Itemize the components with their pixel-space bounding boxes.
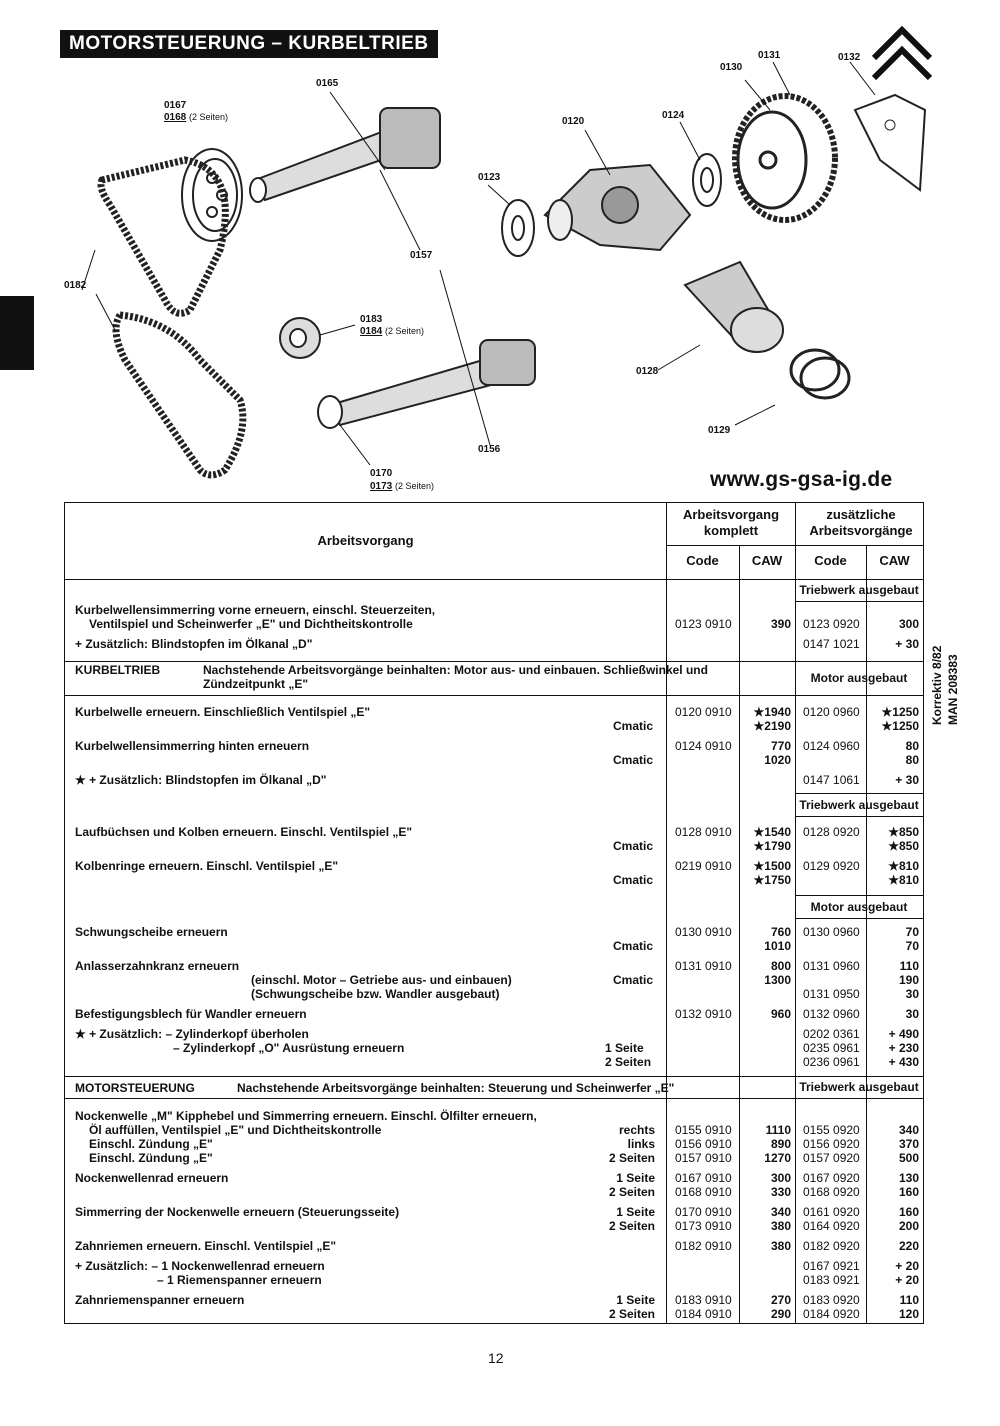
part-label-0165: 0165 [316,78,339,89]
section-motorsteuerung-heading: MOTORSTEUERUNG [75,1081,195,1095]
camshaft-upper [250,108,440,202]
row-10-text-2: – Zylinderkopf „O" Ausrüstung erneuern [173,1041,405,1055]
row-13-code-2a: 0161 0920 [803,1205,860,1219]
row-7-code: 0130 0910 [675,925,732,939]
row-15-code-2a: 0167 0921 [803,1259,860,1273]
row-8-code: 0131 0910 [675,959,732,973]
row-7-caw-a: 760 [770,925,791,939]
row-12-code-a: 0167 0910 [675,1171,732,1185]
row-10-code-2b: 0235 0961 [803,1041,860,1055]
row-10-caw-2c: + 430 [888,1055,919,1069]
row-16-side-b: 2 Seiten [608,1307,655,1321]
row-9-caw: 960 [770,1007,791,1021]
row-4-caw-2: + 30 [895,773,919,787]
row-11-caw-c: 1270 [764,1151,791,1165]
row-10-caw-2a: + 490 [888,1027,919,1041]
part-label-0120: 0120 [562,116,585,127]
operations-table [64,502,924,1324]
part-label-0132: 0132 [838,52,861,63]
row-9-code: 0132 0910 [675,1007,732,1021]
row-16-caw-2b: 120 [898,1307,919,1321]
row-12-caw-a: 300 [770,1171,791,1185]
row-12-code-2b: 0168 0920 [803,1185,860,1199]
header-additional: zusätzliche Arbeitsvorgänge [809,507,913,538]
part-label-0156: 0156 [478,444,501,455]
row-6-caw-2b: ★810 [888,873,919,887]
row-11-text-2: Öl auffüllen, Ventilspiel „E" und Dichtheitskontrolle [89,1123,382,1137]
part-label-0173-row [370,481,434,492]
row-5-text: Laufbüchsen und Kolben erneuern. Einschl. Ventilspiel „E" [75,825,413,839]
row-8-code-2c: 0131 0950 [803,987,860,1001]
row-11-code-b: 0156 0910 [675,1137,732,1151]
row-3-cmatic: Cmatic [613,753,654,767]
row-2-code: 0120 0910 [675,705,732,719]
section-motorsteuerung-text: Nachstehende Arbeitsvorgänge beinhalten: Steuerung und Scheinwerfer „E" [237,1081,675,1095]
row-11-caw-a: 1110 [765,1123,791,1137]
row-12-caw-2a: 130 [898,1171,919,1185]
row-5-code: 0128 0910 [675,825,732,839]
row-5-code-2: 0128 0920 [803,825,860,839]
row-6-code: 0219 0910 [675,859,732,873]
row-11-code-c: 0157 0910 [675,1151,732,1165]
row-8-caw-b: 1300 [764,973,791,987]
row-10-side-a: 1 Seite [605,1041,644,1055]
part-label-0167: 0167 [164,100,187,111]
section-kurbeltrieb-heading: KURBELTRIEB [75,663,161,677]
box-motor-1: Motor ausgebaut [810,671,908,685]
chevron-logo-icon [874,30,930,78]
row-2-code-2: 0120 0960 [803,705,860,719]
part-label-0184-note: (2 Seiten) [385,326,425,336]
row-3-code-2: 0124 0960 [803,739,860,753]
row-10-code-2a: 0202 0361 [803,1027,860,1041]
row-11-side-c: 2 Seiten [608,1151,655,1165]
parts-illustration [0,0,1000,500]
row-16-code-b: 0184 0910 [675,1307,732,1321]
row-1-code: 0123 0910 [675,617,732,631]
row-14-code: 0182 0910 [675,1239,732,1253]
row-14-caw-2: 220 [898,1239,919,1253]
row-15-code-2b: 0183 0921 [803,1273,860,1287]
piston-rings [791,350,849,398]
row-1-text-2: Ventilspiel und Scheinwerfer „E" und Dichtheitskontrolle [89,617,413,631]
row-16-side-a: 1 Seite [616,1293,655,1307]
section-kurbeltrieb-text-2: Zündzeitpunkt „E" [203,677,309,691]
row-1-caw-2: 300 [898,617,919,631]
row-6-caw-2a: ★810 [888,859,919,873]
row-11-text-1: Nockenwelle „M" Kipphebel und Simmerring erneuern. Einschl. Ölfilter erneuern, [75,1109,537,1123]
row-11-side-b: links [627,1137,655,1151]
timing-belt-lower [116,315,243,475]
row-8-caw-2a: 110 [899,959,919,973]
row-13-side-a: 1 Seite [616,1205,655,1219]
row-16-caw-2a: 110 [899,1293,919,1307]
part-label-0182: 0182 [64,280,87,291]
row-12-side-a: 1 Seite [616,1171,655,1185]
row-16-code-2b: 0184 0920 [803,1307,860,1321]
row-5-caw-2b: ★850 [888,839,919,853]
row-11-text-4: Einschl. Zündung „E" [89,1151,213,1165]
row-13-side-b: 2 Seiten [608,1219,655,1233]
row-7-caw-2b: 70 [905,939,919,953]
header-complete: Arbeitsvorgang komplett [682,507,780,538]
page-title: MOTORSTEUERUNG – KURBELTRIEB [60,30,438,58]
row-16-code-a: 0183 0910 [675,1293,732,1307]
row-10-text-1: ★ + Zusätzlich: – Zylinderkopf überholen [75,1027,309,1041]
row-11-code-2b: 0156 0920 [803,1137,860,1151]
row-16-caw-a: 270 [770,1293,791,1307]
row-11-code-a: 0155 0910 [675,1123,732,1137]
part-label-0128: 0128 [636,366,659,377]
fixing-plate [855,95,925,190]
row-2-caw-2b: ★1250 [881,719,919,733]
row-13-code-b: 0173 0910 [675,1219,732,1233]
row-13-caw-2a: 160 [898,1205,919,1219]
row-11-caw-b: 890 [770,1137,791,1151]
row-6-caw-a: ★1500 [753,859,791,873]
row-8-text: Anlasserzahnkranz erneuern [75,959,240,973]
row-5-cmatic: Cmatic [613,839,654,853]
row-8-code-2a: 0131 0960 [803,959,860,973]
row-1-code-2: 0123 0920 [803,617,860,631]
flywheel [735,96,835,220]
part-label-0184: 0184 [360,326,383,337]
row-11-caw-2c: 500 [898,1151,919,1165]
part-label-0168-row [164,112,228,123]
box-motor-2: Motor ausgebaut [810,900,908,914]
row-3-caw-b: 1020 [764,753,791,767]
row-12-code-2a: 0167 0920 [803,1171,860,1185]
side-note-line-1: Korrektiv 8/82 [930,645,944,725]
part-label-0130: 0130 [720,62,743,73]
header-caw-2: CAW [879,553,910,568]
row-13-text: Simmerring der Nockenwelle erneuern (Steuerungsseite) [75,1205,400,1219]
row-12-caw-2b: 160 [898,1185,919,1199]
row-10-side-b: 2 Seiten [605,1055,652,1069]
row-3-caw-2a: 80 [905,739,919,753]
website-url: www.gs-gsa-ig.de [710,468,893,491]
row-10-caw-2b: + 230 [888,1041,919,1055]
row-11-code-2a: 0155 0920 [803,1123,860,1137]
part-label-0170: 0170 [370,468,393,479]
row-2-cmatic: Cmatic [613,719,654,733]
page-number: 12 [488,1350,504,1366]
row-2-caw-a: ★1940 [753,705,791,719]
cylinder-liner-piston [685,262,783,352]
part-label-0157: 0157 [410,250,433,261]
part-label-0183: 0183 [360,314,383,325]
part-label-0129: 0129 [708,425,731,436]
row-5-caw-a: ★1540 [753,825,791,839]
row-9-text: Befestigungsblech für Wandler erneuern [75,1007,307,1021]
row-1b-code-2: 0147 1021 [803,637,860,651]
row-15-caw-2a: + 20 [895,1259,919,1273]
row-1-caw: 390 [770,617,791,631]
header-operation: Arbeitsvorgang [317,533,414,548]
row-15-caw-2b: + 20 [895,1273,919,1287]
part-label-0131: 0131 [758,50,781,61]
row-6-caw-b: ★1750 [753,873,791,887]
row-4-text: ★ + Zusätzlich: Blindstopfen im Ölkanal „D" [75,773,327,787]
row-14-caw: 380 [770,1239,791,1253]
row-8-caw-2c: 30 [905,987,919,1001]
part-label-0173-note: (2 Seiten) [395,481,435,491]
row-11-side-a: rechts [618,1123,655,1137]
row-12-code-b: 0168 0910 [675,1185,732,1199]
row-9-caw-2: 30 [905,1007,919,1021]
row-8-cmatic: Cmatic [613,973,654,987]
camshaft-lower [318,340,535,428]
row-16-text: Zahnriemenspanner erneuern [75,1293,245,1307]
header-code: Code [686,553,719,568]
section-kurbeltrieb-text-1: Nachstehende Arbeitsvorgänge beinhalten: Motor aus- und einbauen. Schließwinkel und [203,663,708,677]
row-2-caw-b: ★2190 [753,719,791,733]
row-6-text: Kolbenringe erneuern. Einschl. Ventilspiel „E" [75,859,339,873]
box-triebwerk-2: Triebwerk ausgebaut [799,798,919,812]
row-15-text-1: + Zusätzlich: – 1 Nockenwellenrad erneuern [75,1259,325,1273]
row-6-cmatic: Cmatic [613,873,654,887]
row-2-caw-2a: ★1250 [881,705,919,719]
header-code-2: Code [814,553,847,568]
seal-ring-rear [693,154,721,206]
part-label-0123: 0123 [478,172,501,183]
row-15-text-2: – 1 Riemenspanner erneuern [157,1273,322,1287]
row-13-code-a: 0170 0910 [675,1205,732,1219]
side-note [930,630,970,730]
row-7-caw-b: 1010 [764,939,791,953]
row-9-code-2: 0132 0960 [803,1007,860,1021]
part-label-0184-row [360,326,424,337]
row-13-caw-a: 340 [770,1205,791,1219]
crankshaft [545,165,690,250]
row-2-text: Kurbelwelle erneuern. Einschließlich Ventilspiel „E" [75,705,371,719]
row-12-side-b: 2 Seiten [608,1185,655,1199]
box-triebwerk-1: Triebwerk ausgebaut [799,583,919,597]
row-4-code-2: 0147 1061 [803,773,860,787]
row-7-text: Schwungscheibe erneuern [75,925,228,939]
part-label-0124: 0124 [662,110,685,121]
row-11-caw-2a: 340 [898,1123,919,1137]
row-10-code-2c: 0236 0961 [803,1055,860,1069]
row-11-text-3: Einschl. Zündung „E" [89,1137,213,1151]
row-1b-text: + Zusätzlich: Blindstopfen im Ölkanal „D" [75,637,313,651]
side-note-line-2: MAN 208383 [946,654,960,725]
header-caw: CAW [751,553,783,568]
part-label-0168: 0168 [164,112,187,123]
row-3-text: Kurbelwellensimmerring hinten erneuern [75,739,310,753]
row-7-cmatic: Cmatic [613,939,654,953]
row-12-text: Nockenwellenrad erneuern [75,1171,229,1185]
row-3-code: 0124 0910 [675,739,732,753]
row-7-code-2: 0130 0960 [803,925,860,939]
row-11-caw-2b: 370 [898,1137,919,1151]
row-13-caw-b: 380 [770,1219,791,1233]
row-3-caw-2b: 80 [905,753,919,767]
row-8-sub-1: (einschl. Motor – Getriebe aus- und einbauen) [251,973,512,987]
box-triebwerk-3: Triebwerk ausgebaut [799,1080,919,1094]
row-12-caw-b: 330 [770,1185,791,1199]
row-3-caw-a: 770 [770,739,791,753]
tensioner-bearing [280,318,320,358]
row-8-caw-2b: 190 [898,973,919,987]
row-14-text: Zahnriemen erneuern. Einschl. Ventilspiel „E" [75,1239,337,1253]
row-8-sub-2: (Schwungscheibe bzw. Wandler ausgebaut) [251,987,500,1001]
row-16-code-2a: 0183 0920 [803,1293,860,1307]
row-11-code-2c: 0157 0920 [803,1151,860,1165]
part-label-0173: 0173 [370,481,393,492]
row-7-caw-2a: 70 [905,925,919,939]
seal-ring-front [502,200,534,256]
row-13-caw-2b: 200 [898,1219,919,1233]
row-6-code-2: 0129 0920 [803,859,860,873]
row-13-code-2b: 0164 0920 [803,1219,860,1233]
part-label-0168-note: (2 Seiten) [189,112,229,122]
row-5-caw-b: ★1790 [753,839,791,853]
row-14-code-2: 0182 0920 [803,1239,860,1253]
row-1-text-1: Kurbelwellensimmerring vorne erneuern, einschl. Steuerzeiten, [75,603,436,617]
row-1b-caw-2: + 30 [895,637,919,651]
row-16-caw-b: 290 [770,1307,791,1321]
row-8-caw-a: 800 [770,959,791,973]
row-5-caw-2a: ★850 [888,825,919,839]
